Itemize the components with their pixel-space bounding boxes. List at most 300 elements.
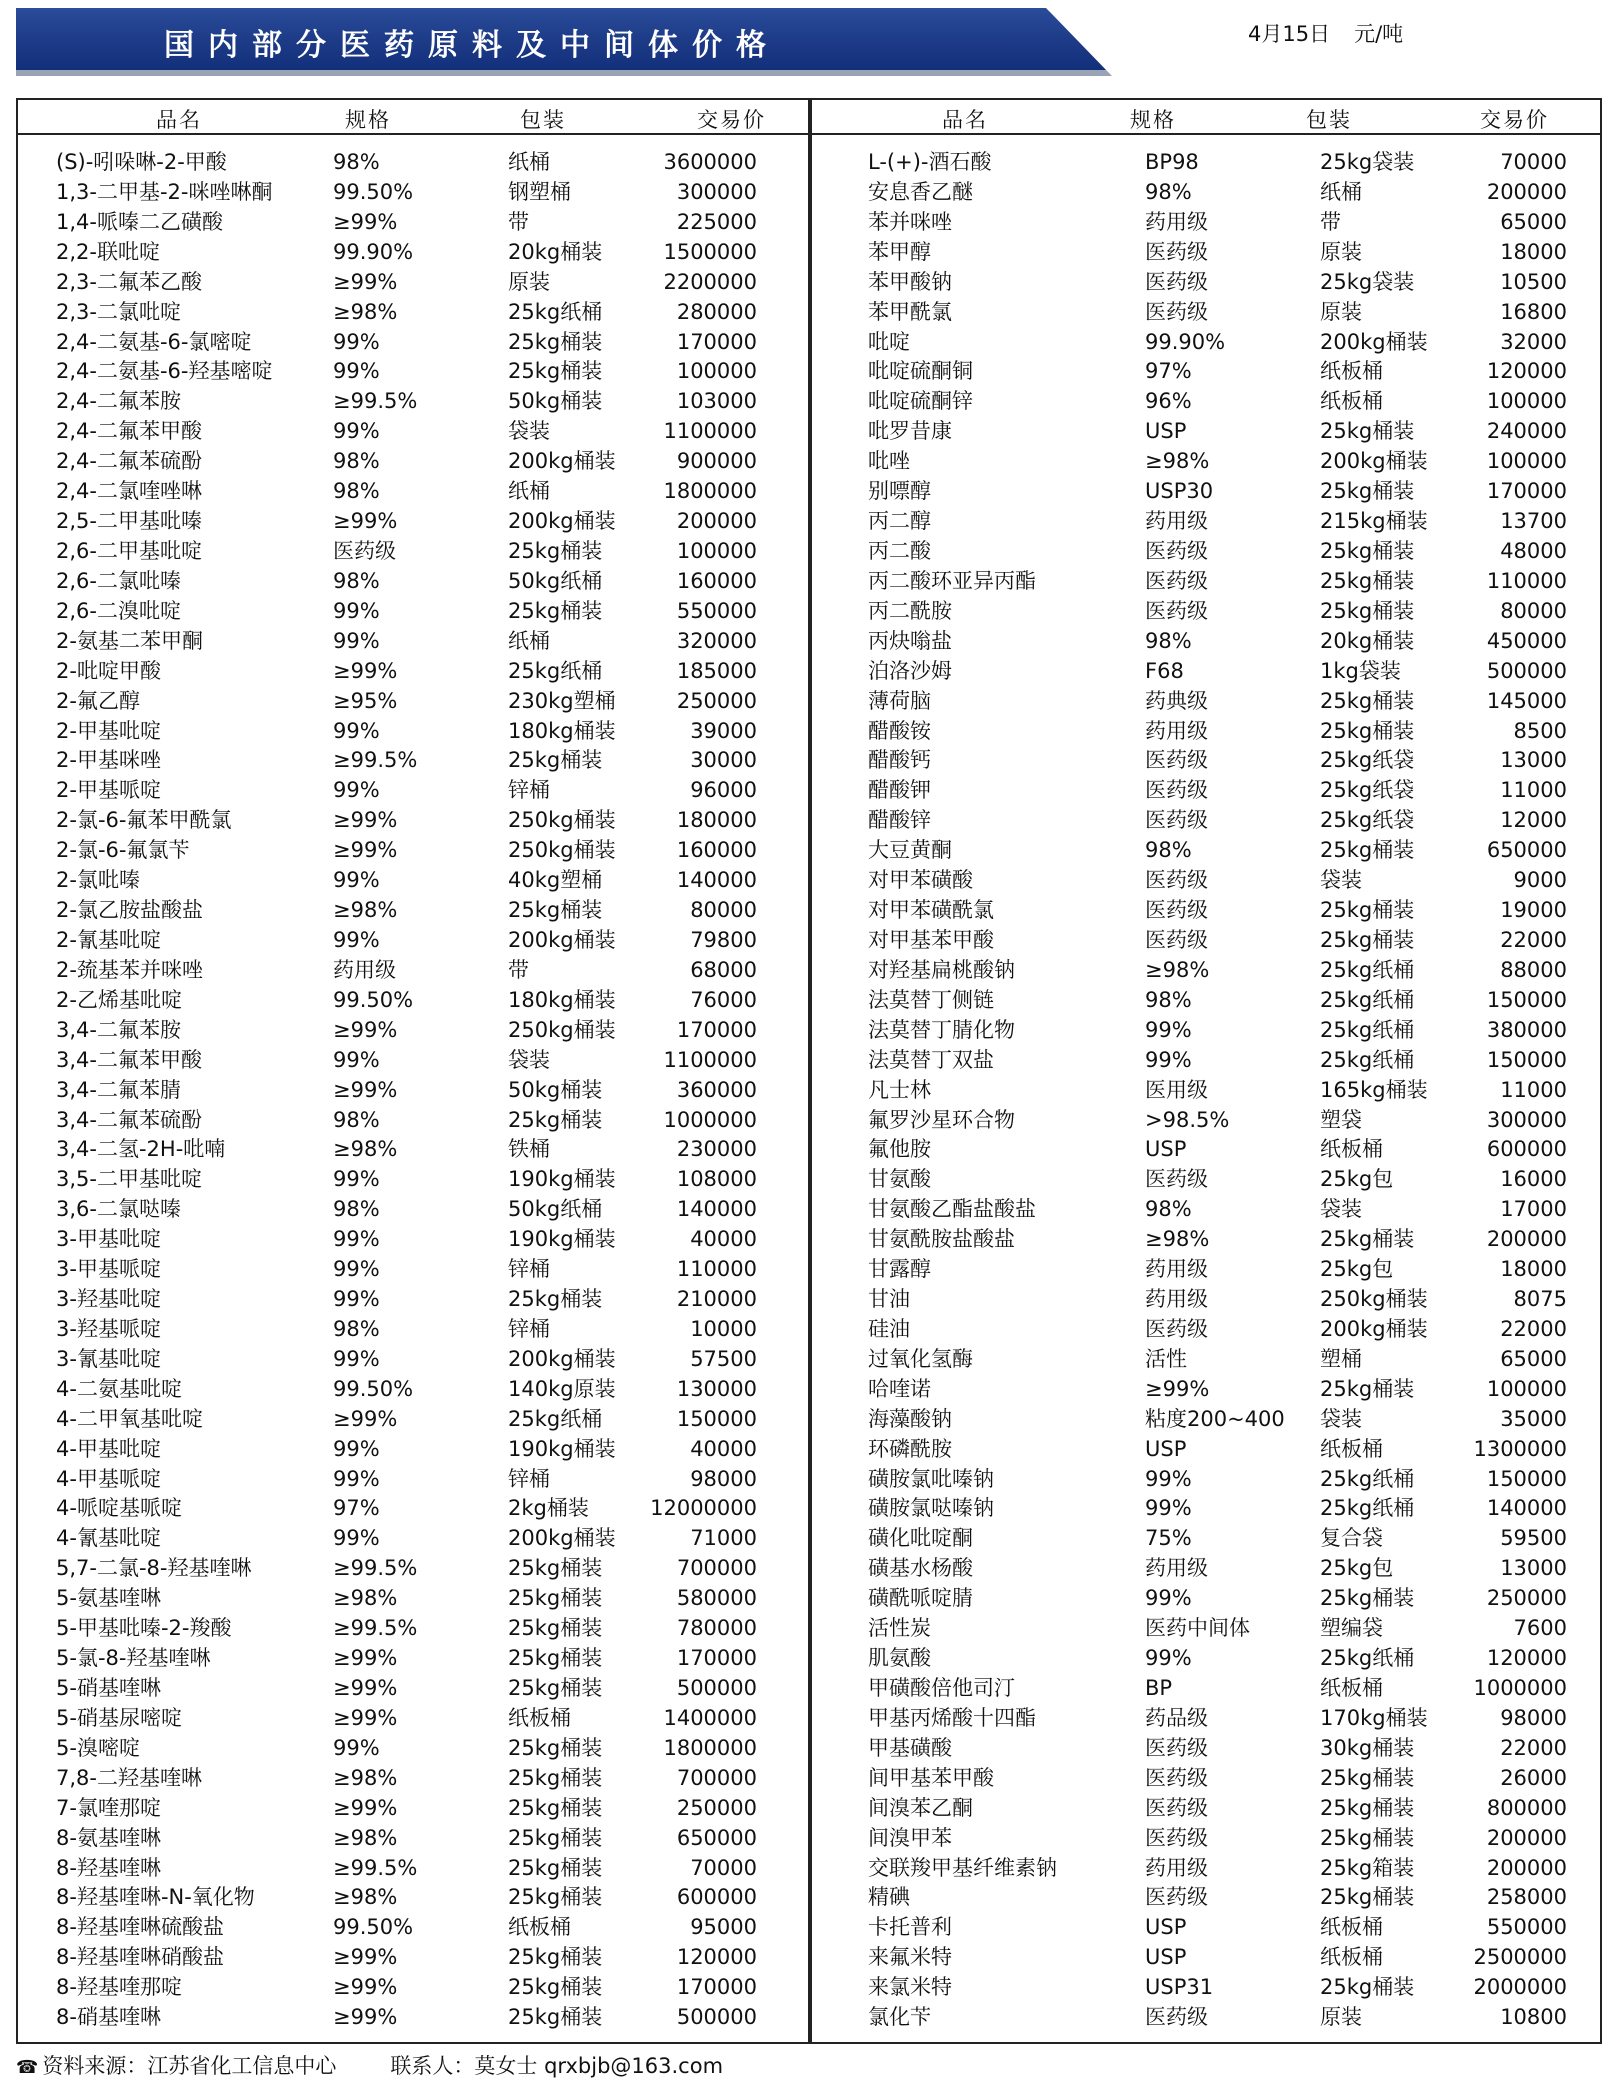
cell-pack: 25kg桶装 (508, 538, 603, 563)
cell-pack: 25kg桶装 (1320, 1765, 1415, 1790)
cell-spec: ≥98% (333, 1586, 398, 1611)
cell-price: 130000 (676, 1376, 757, 1401)
table-row (868, 776, 1567, 806)
cell-name: 2-氯吡嗪 (56, 868, 140, 893)
cell-name: 8-羟基喹啉硝酸盐 (56, 1945, 224, 1970)
cell-pack: 50kg纸桶 (508, 1197, 603, 1222)
cell-spec: ≥98% (1145, 449, 1210, 474)
cell-spec: 99% (1145, 1466, 1192, 1491)
table-row (868, 1704, 1567, 1734)
cell-spec: ≥99.5% (333, 748, 418, 773)
cell-price: 80000 (1500, 598, 1567, 623)
cell-spec: ≥99% (333, 1705, 398, 1730)
cell-name: 醋酸钾 (868, 778, 931, 803)
cell-name: 2,3-二氯吡啶 (56, 299, 181, 324)
cell-name: 4-二甲氧基吡啶 (56, 1406, 203, 1431)
table-row (868, 597, 1567, 627)
cell-name: 4-二氨基吡啶 (56, 1376, 182, 1401)
cell-pack: 200kg桶装 (508, 509, 616, 534)
cell-pack: 25kg桶装 (1320, 1586, 1415, 1611)
cell-price: 120000 (1486, 359, 1567, 384)
cell-pack: 250kg桶装 (1320, 1287, 1428, 1312)
cell-pack: 25kg桶装 (1320, 1227, 1415, 1252)
cell-pack: 20kg桶装 (1320, 628, 1415, 653)
cell-spec: 97% (1145, 359, 1192, 384)
cell-name: 7-氯喹那啶 (56, 1795, 161, 1820)
table-row (868, 1106, 1567, 1136)
cell-spec: ≥99% (333, 1795, 398, 1820)
table-row (56, 567, 757, 597)
cell-pack: 25kg桶装 (508, 1795, 603, 1820)
table-row (868, 1854, 1567, 1884)
table-row (56, 537, 757, 567)
table-row (868, 178, 1567, 208)
cell-price: 700000 (676, 1765, 757, 1790)
cell-name: 甲磺酸倍他司汀 (868, 1676, 1015, 1701)
table-row (868, 298, 1567, 328)
cell-price: 140000 (1486, 1496, 1567, 1521)
cell-spec: ≥99.5% (333, 1855, 418, 1880)
table-row (56, 1435, 757, 1465)
cell-pack: 纸板桶 (508, 1705, 571, 1730)
cell-name: 7,8-二羟基喹啉 (56, 1765, 202, 1790)
cell-price: 170000 (676, 329, 757, 354)
cell-pack: 200kg桶装 (1320, 1316, 1428, 1341)
cell-price: 258000 (1486, 1885, 1567, 1910)
table-row (868, 1465, 1567, 1495)
right-price-list (868, 148, 1567, 2033)
cell-name: 3,4-二氟苯胺 (56, 1017, 181, 1042)
table-row (56, 1644, 757, 1674)
table-row (868, 1405, 1567, 1435)
cell-pack: 25kg桶装 (1320, 1885, 1415, 1910)
cell-pack: 原装 (1320, 299, 1362, 324)
cell-price: 22000 (1500, 1735, 1567, 1760)
table-row (868, 1794, 1567, 1824)
table-row (868, 1345, 1567, 1375)
cell-spec: USP (1145, 419, 1187, 444)
cell-name: 法莫替丁双盐 (868, 1047, 994, 1072)
cell-pack: 200kg桶装 (508, 449, 616, 474)
cell-price: 700000 (676, 1556, 757, 1581)
cell-spec: ≥99% (333, 658, 398, 683)
table-row (56, 896, 757, 926)
cell-spec: 医药级 (1145, 808, 1208, 833)
cell-pack: 25kg包 (1320, 1257, 1394, 1282)
cell-spec: F68 (1145, 658, 1184, 683)
cell-spec: 药典级 (1145, 688, 1208, 713)
cell-pack: 25kg纸桶 (1320, 1047, 1415, 1072)
cell-pack: 25kg纸桶 (508, 299, 603, 324)
cell-pack: 25kg桶装 (508, 1616, 603, 1641)
cell-price: 100000 (676, 538, 757, 563)
table-row (868, 1046, 1567, 1076)
title-banner (16, 8, 1112, 72)
cell-spec: 医用级 (1145, 1077, 1208, 1102)
table-row (56, 986, 757, 1016)
cell-pack: 250kg桶装 (508, 1017, 616, 1042)
table-row (56, 1315, 757, 1345)
cell-pack: 200kg桶装 (508, 927, 616, 952)
cell-spec: 99% (333, 1257, 380, 1282)
table-row (56, 1554, 757, 1584)
table-row (56, 1734, 757, 1764)
cell-price: 200000 (1486, 1227, 1567, 1252)
table-row (868, 1674, 1567, 1704)
cell-spec: 98% (333, 1197, 380, 1222)
cell-name: 2,6-二氯吡嗪 (56, 568, 181, 593)
table-row (56, 357, 757, 387)
cell-price: 650000 (1486, 838, 1567, 863)
cell-price: 145000 (1486, 688, 1567, 713)
cell-spec: ≥99% (333, 1975, 398, 2000)
cell-price: 150000 (676, 1406, 757, 1431)
cell-name: 大豆黄酮 (868, 838, 952, 863)
cell-price: 200000 (1486, 1855, 1567, 1880)
cell-pack: 复合袋 (1320, 1526, 1383, 1551)
cell-name: 磺酰哌啶腈 (868, 1586, 973, 1611)
cell-price: 12000000 (650, 1496, 757, 1521)
cell-spec: 粘度200~400 (1145, 1406, 1285, 1431)
cell-pack: 25kg纸桶 (508, 658, 603, 683)
cell-pack: 20kg桶装 (508, 239, 603, 264)
cell-pack: 215kg桶装 (1320, 509, 1428, 534)
cell-pack: 25kg桶装 (1320, 538, 1415, 563)
table-row (868, 1076, 1567, 1106)
cell-price: 200000 (676, 509, 757, 534)
cell-name: 4-甲基哌啶 (56, 1466, 161, 1491)
cell-price: 22000 (1500, 927, 1567, 952)
cell-name: 吡唑 (868, 449, 910, 474)
table-row (868, 208, 1567, 238)
cell-price: 110000 (676, 1257, 757, 1282)
cell-name: 苯甲酰氯 (868, 299, 952, 324)
table-row (868, 1644, 1567, 1674)
table-row (56, 298, 757, 328)
cell-pack: 200kg桶装 (1320, 329, 1428, 354)
contact-text: 联系人：莫女士 qrxbjb@163.com (390, 2054, 724, 2078)
cell-pack: 纸桶 (508, 628, 550, 653)
cell-spec: 98% (333, 449, 380, 474)
cell-price: 18000 (1500, 1257, 1567, 1282)
table-row (56, 1854, 757, 1884)
cell-spec: 医药级 (1145, 1885, 1208, 1910)
cell-price: 17000 (1500, 1197, 1567, 1222)
cell-name: 间溴甲苯 (868, 1825, 952, 1850)
cell-name: 别嘌醇 (868, 479, 931, 504)
cell-pack: 50kg纸桶 (508, 568, 603, 593)
cell-name: 2,4-二氟苯甲酸 (56, 419, 202, 444)
cell-name: 甘氨酸乙酯盐酸盐 (868, 1197, 1036, 1222)
cell-name: 5-氨基喹啉 (56, 1586, 161, 1611)
table-row (56, 1973, 757, 2003)
cell-price: 800000 (1486, 1795, 1567, 1820)
cell-price: 210000 (676, 1287, 757, 1312)
table-row (868, 1165, 1567, 1195)
right-header-price: 交易价 (1480, 108, 1549, 132)
cell-pack: 2kg桶装 (508, 1496, 589, 1521)
cell-price: 16000 (1500, 1167, 1567, 1192)
cell-name: 3-氰基吡啶 (56, 1346, 161, 1371)
cell-price: 2200000 (663, 269, 757, 294)
table-row (56, 1674, 757, 1704)
cell-price: 230000 (676, 1137, 757, 1162)
table-row (56, 178, 757, 208)
cell-spec: ≥99.5% (333, 389, 418, 414)
cell-price: 240000 (1486, 419, 1567, 444)
cell-pack: 25kg桶装 (1320, 718, 1415, 743)
cell-name: 3,5-二甲基吡啶 (56, 1167, 202, 1192)
cell-pack: 25kg桶装 (508, 1556, 603, 1581)
cell-price: 150000 (1486, 1466, 1567, 1491)
cell-pack: 25kg袋装 (1320, 269, 1415, 294)
cell-pack: 纸板桶 (1320, 1436, 1383, 1461)
table-row (868, 1135, 1567, 1165)
table-row (868, 806, 1567, 836)
phone-icon: ☎ (16, 2057, 39, 2078)
cell-spec: 98% (333, 568, 380, 593)
cell-pack: 25kg桶装 (508, 1855, 603, 1880)
cell-spec: 98% (333, 1316, 380, 1341)
table-row (868, 746, 1567, 776)
cell-spec: 医药级 (1145, 778, 1208, 803)
cell-price: 108000 (676, 1167, 757, 1192)
cell-spec: ≥95% (333, 688, 398, 713)
cell-name: 8-羟基喹啉 (56, 1855, 161, 1880)
cell-pack: 袋装 (1320, 1406, 1362, 1431)
cell-spec: 99% (333, 419, 380, 444)
cell-pack: 25kg桶装 (508, 1735, 603, 1760)
cell-name: 甲基磺酸 (868, 1735, 952, 1760)
cell-name: 卡托普利 (868, 1915, 952, 1940)
cell-pack: 165kg桶装 (1320, 1077, 1428, 1102)
cell-pack: 25kg纸桶 (1320, 1017, 1415, 1042)
cell-name: 8-羟基喹啉-N-氧化物 (56, 1885, 255, 1910)
cell-price: 150000 (1486, 987, 1567, 1012)
cell-price: 65000 (1500, 1346, 1567, 1371)
cell-spec: ≥99% (333, 1676, 398, 1701)
cell-name: 凡士林 (868, 1077, 931, 1102)
cell-price: 8500 (1513, 718, 1567, 743)
cell-name: 丙二酸环亚异丙酯 (868, 568, 1036, 593)
table-row (868, 926, 1567, 956)
table-row (868, 357, 1567, 387)
table-row (868, 866, 1567, 896)
cell-spec: 99% (1145, 1047, 1192, 1072)
cell-spec: 99% (333, 1735, 380, 1760)
cell-price: 170000 (676, 1017, 757, 1042)
cell-pack: 190kg桶装 (508, 1167, 616, 1192)
cell-name: 丙二酸 (868, 538, 931, 563)
cell-price: 13000 (1500, 1556, 1567, 1581)
cell-name: 3-甲基吡啶 (56, 1227, 161, 1252)
table-row (868, 687, 1567, 717)
cell-price: 98000 (1500, 1705, 1567, 1730)
cell-price: 200000 (1486, 179, 1567, 204)
cell-pack: 25kg桶装 (508, 1586, 603, 1611)
cell-spec: ≥98% (333, 1825, 398, 1850)
cell-name: 2-甲基哌啶 (56, 778, 161, 803)
table-row (56, 1195, 757, 1225)
cell-spec: 医药级 (1145, 2005, 1208, 2030)
cell-pack: 纸板桶 (1320, 1915, 1383, 1940)
table-row (868, 2003, 1567, 2033)
cell-pack: 40kg塑桶 (508, 868, 603, 893)
cell-price: 95000 (690, 1915, 757, 1940)
table-row (868, 507, 1567, 537)
cell-pack: 25kg桶装 (1320, 568, 1415, 593)
cell-spec: 药品级 (1145, 1705, 1208, 1730)
table-row (56, 717, 757, 747)
cell-pack: 纸板桶 (1320, 1945, 1383, 1970)
cell-name: 氟他胺 (868, 1137, 931, 1162)
cell-pack: 25kg桶装 (508, 1975, 603, 2000)
cell-name: 3-羟基哌啶 (56, 1316, 161, 1341)
cell-price: 140000 (676, 868, 757, 893)
left-header-price: 交易价 (697, 108, 766, 132)
cell-name: 3,4-二氟苯腈 (56, 1077, 181, 1102)
cell-pack: 纸桶 (508, 479, 550, 504)
cell-pack: 25kg桶装 (508, 1107, 603, 1132)
cell-price: 18000 (1500, 239, 1567, 264)
cell-name: 3-羟基吡啶 (56, 1287, 161, 1312)
cell-spec: 医药级 (1145, 538, 1208, 563)
cell-spec: 医药级 (1145, 1167, 1208, 1192)
table-row (868, 1524, 1567, 1554)
cell-spec: 99.50% (333, 987, 414, 1012)
cell-price: 70000 (1500, 150, 1567, 174)
date-text: 4月15日 (1248, 22, 1331, 46)
cell-name: 对甲苯磺酸 (868, 868, 973, 893)
cell-spec: USP (1145, 1915, 1187, 1940)
cell-spec: 98% (1145, 628, 1192, 653)
cell-spec: 医药级 (1145, 1735, 1208, 1760)
cell-spec: ≥98% (333, 898, 398, 923)
cell-spec: 活性 (1145, 1346, 1187, 1371)
cell-spec: 99% (333, 718, 380, 743)
cell-spec: >98.5% (1145, 1107, 1230, 1132)
cell-price: 19000 (1500, 898, 1567, 923)
cell-spec: 药用级 (1145, 1556, 1208, 1581)
cell-name: 2-氯-6-氟氯苄 (56, 838, 190, 863)
table-row (56, 1046, 757, 1076)
cell-price: 1800000 (663, 479, 757, 504)
cell-pack: 袋装 (508, 419, 550, 444)
cell-price: 550000 (1486, 1915, 1567, 1940)
cell-spec: ≥98% (333, 1765, 398, 1790)
cell-name: 磺化吡啶酮 (868, 1526, 973, 1551)
table-row (868, 1734, 1567, 1764)
cell-spec: 99.50% (333, 1915, 414, 1940)
cell-name: 苯并咪唑 (868, 209, 952, 234)
cell-pack: 190kg桶装 (508, 1227, 616, 1252)
cell-pack: 25kg桶装 (508, 2005, 603, 2030)
right-header-spec: 规格 (1130, 108, 1176, 132)
cell-price: 110000 (1486, 568, 1567, 593)
cell-name: 5,7-二氯-8-羟基喹啉 (56, 1556, 252, 1581)
cell-name: 安息香乙醚 (868, 179, 973, 204)
cell-pack: 180kg桶装 (508, 987, 616, 1012)
cell-spec: 99% (333, 359, 380, 384)
source-text: 资料来源：江苏省化工信息中心 (42, 2054, 337, 2078)
cell-pack: 塑袋 (1320, 1107, 1362, 1132)
cell-name: 2,4-二氟苯硫酚 (56, 449, 202, 474)
cell-spec: ≥99% (333, 209, 398, 234)
cell-spec: 医药级 (1145, 598, 1208, 623)
footer (16, 2050, 723, 2080)
cell-price: 40000 (690, 1227, 757, 1252)
cell-name: 5-硝基喹啉 (56, 1676, 161, 1701)
cell-spec: 医药级 (1145, 239, 1208, 264)
cell-name: 4-氰基吡啶 (56, 1526, 161, 1551)
cell-price: 10500 (1500, 269, 1567, 294)
cell-price: 8075 (1513, 1287, 1567, 1312)
cell-spec: 99% (333, 1466, 380, 1491)
cell-spec: 99% (1145, 1646, 1192, 1671)
cell-price: 79800 (690, 927, 757, 952)
cell-spec: ≥98% (333, 299, 398, 324)
table-row (868, 1285, 1567, 1315)
cell-name: 间甲基苯甲酸 (868, 1765, 994, 1790)
cell-pack: 袋装 (1320, 1197, 1362, 1222)
cell-pack: 25kg桶装 (508, 1646, 603, 1671)
cell-price: 360000 (676, 1077, 757, 1102)
table-row (56, 417, 757, 447)
cell-name: 活性炭 (868, 1616, 931, 1641)
cell-spec: 药用级 (1145, 509, 1208, 534)
cell-price: 120000 (676, 1945, 757, 1970)
cell-spec: 97% (333, 1496, 380, 1521)
cell-name: 2,4-二氯喹唑啉 (56, 479, 202, 504)
cell-name: 2-氰基吡啶 (56, 927, 161, 952)
cell-name: 1,3-二甲基-2-咪唑啉酮 (56, 179, 273, 204)
table-row (868, 1195, 1567, 1225)
cell-spec: 药用级 (333, 957, 396, 982)
table-row (868, 1824, 1567, 1854)
table-row (56, 1465, 757, 1495)
cell-name: 精碘 (868, 1885, 910, 1910)
cell-price: 1000000 (663, 1107, 757, 1132)
cell-price: 30000 (690, 748, 757, 773)
cell-spec: ≥99% (333, 1017, 398, 1042)
cell-spec: 99% (333, 1227, 380, 1252)
cell-spec: ≥98% (1145, 957, 1210, 982)
cell-name: 1,4-哌嗪二乙磺酸 (56, 209, 223, 234)
cell-spec: 98% (1145, 1197, 1192, 1222)
table-row (868, 238, 1567, 268)
cell-pack: 190kg桶装 (508, 1436, 616, 1461)
cell-name: 2-氯-6-氟苯甲酰氯 (56, 808, 232, 833)
cell-price: 65000 (1500, 209, 1567, 234)
cell-name: 5-氯-8-羟基喹啉 (56, 1646, 211, 1671)
cell-spec: 99.90% (1145, 329, 1226, 354)
cell-price: 550000 (676, 598, 757, 623)
cell-pack: 200kg桶装 (1320, 449, 1428, 474)
cell-price: 200000 (1486, 1825, 1567, 1850)
cell-pack: 25kg箱装 (1320, 1855, 1415, 1880)
cell-pack: 带 (508, 209, 529, 234)
table-row (868, 986, 1567, 1016)
table-row (56, 1764, 757, 1794)
cell-spec: USP30 (1145, 479, 1214, 504)
cell-spec: ≥99% (1145, 1376, 1210, 1401)
cell-name: 吡啶硫酮铜 (868, 359, 973, 384)
left-header-pack: 包装 (520, 108, 566, 132)
cell-name: 2-吡啶甲酸 (56, 658, 161, 683)
cell-pack: 25kg纸桶 (1320, 987, 1415, 1012)
table-row (868, 1764, 1567, 1794)
cell-name: 2,6-二溴吡啶 (56, 598, 181, 623)
